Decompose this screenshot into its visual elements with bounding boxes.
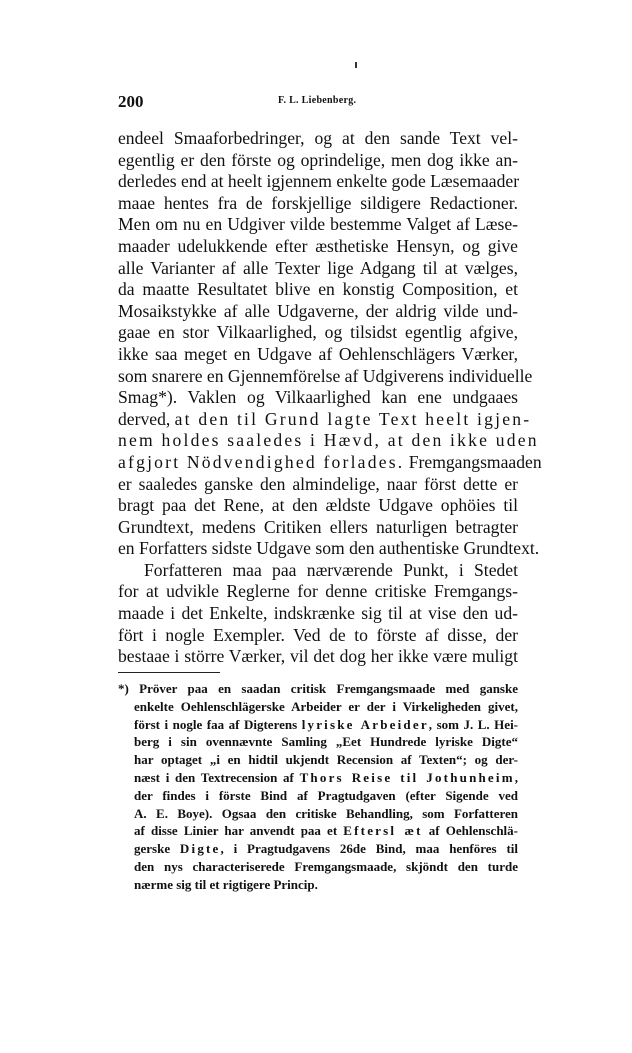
text-line: er saaledes ganske den almindelige, naar först dette er [118, 473, 518, 494]
footnote-line: har optaget „i en hidtil ukjendt Recension af Texten“; og der- [134, 752, 518, 768]
text-run: derved, [118, 408, 175, 429]
text-line: en Forfatters sidste Udgave som den authentiske Grundtext. [118, 538, 540, 559]
text-line [118, 451, 542, 474]
text-line: Smag*). Vaklen og Vilkaarlighed kan ene undgaaes [118, 387, 518, 408]
footnote-line: den nys characteriserede Fremgangsmaade, skjöndt den turde [134, 858, 518, 874]
spaced-emphasis: at den til Grund lagte Text heelt igjen- [174, 408, 532, 429]
spaced-emphasis: lyriske Arbeider [301, 716, 429, 732]
text-line: endeel Smaaforbedringer, og at den sande Text vel- [118, 128, 518, 148]
spaced-emphasis: Eftersl æt [343, 823, 423, 839]
text-run: gerske [134, 841, 180, 857]
spaced-emphasis: Thors Reise til Jothunheim [299, 769, 515, 785]
page-header [118, 92, 518, 112]
footnote-line [118, 840, 518, 858]
text-line: maader udelukkende efter æsthetiske Hensyn, og give [118, 235, 518, 256]
text-run: næst i den Textrecension af [134, 769, 300, 785]
page-number: 200 [118, 92, 144, 111]
spaced-emphasis: afgjort Nödvendighed forlades. [118, 451, 405, 472]
text-run: af disse Linier har anvendt paa et [134, 823, 344, 839]
print-speck [355, 62, 357, 68]
footnote-line: nærme sig til et rigtigere Princip. [134, 876, 318, 892]
text-line: derledes end at heelt igjennem enkelte gode Læsemaader [118, 171, 520, 192]
text-run: af Oehlenschlä- [422, 823, 518, 839]
text-line: Grundtext, medens Critiken ellers naturligen betragter [118, 516, 518, 537]
text-line: Mosaikstykke af alle Udgaverne, der aldrig vilde und- [118, 300, 518, 321]
text-run: , [514, 769, 518, 785]
text-run: , som J. L. Hei- [428, 716, 519, 732]
text-line: som snarere en Gjennemförelse af Udgiverens individuelle [118, 365, 533, 386]
footnote-line: der findes i förste Bind af Pragtudgaven (efter Sigende ved [134, 787, 518, 803]
text-run: Fremgangsmaaden [404, 451, 542, 472]
text-line: maade i det Enkelte, indskrænke sig til at vise den ud- [118, 603, 518, 624]
footnote-line [118, 698, 518, 716]
text-line: fört i nogle Exempler. Ved de to förste af disse, der [118, 624, 518, 645]
footnote-line [118, 822, 518, 840]
footnote-rule [118, 672, 220, 673]
main-text [118, 128, 542, 668]
spaced-emphasis: Digte [179, 841, 221, 857]
text-line [118, 408, 532, 431]
text-line: ikke saa meget en Udgave af Oehlenschlägers Værker, [118, 343, 518, 364]
text-line: alle Varianter af alle Texter lige Adgang til at vælges, [118, 257, 518, 278]
text-run: enkelte Oehlenschlägerske Arbeider er der i [134, 698, 403, 714]
spaced-emphasis-line: nem holdes saaledes i Hævd, at den ikke uden [118, 430, 539, 451]
footnote-line: berg i sin ovennævnte Samling „Eet Hundrede lyriske Digte“ [134, 734, 518, 750]
text-line: da maatte Resultatet blive en konstig Composition, et [118, 279, 518, 300]
text-run: Virkeligheden givet, [402, 698, 519, 714]
text-line: bestaae i större Værker, vil det dog her ikke være muligt [118, 646, 518, 667]
text-line: egentlig er den förste og oprindelige, men dog ikke an- [118, 149, 518, 170]
text-line: for at udvikle Reglerne for denne critiske Fremgangs- [118, 581, 518, 602]
text-run: , i Pragtudgavens 26de Bind, maa henföres til [220, 841, 518, 857]
text-line: Forfatteren maa paa nærværende Punkt, i Stedet [144, 559, 518, 580]
text-run: först i nogle faa af Digterens [134, 716, 302, 732]
text-line: gaae en stor Vilkaarlighed, og tilsidst egentlig afgive, [118, 322, 518, 343]
footnote-line: A. E. Boye). Ogsaa den critiske Behandling, som Forfatteren [134, 805, 518, 821]
text-line: Men om nu en Udgiver vilde bestemme Valget af Læse- [118, 214, 518, 235]
footnote-line: *) Pröver paa en saadan critisk Fremgangsmaade med ganske [118, 681, 518, 696]
footnote-line [118, 769, 518, 787]
text-line: bragt paa det Rene, at den ældste Udgave ophöies til [118, 495, 518, 516]
footnote [118, 680, 518, 894]
running-head: F. L. Liebenberg. [278, 95, 357, 106]
text-line: maae hentes fra de forskjellige sildigere Redactioner. [118, 192, 518, 213]
footnote-line [118, 716, 518, 734]
